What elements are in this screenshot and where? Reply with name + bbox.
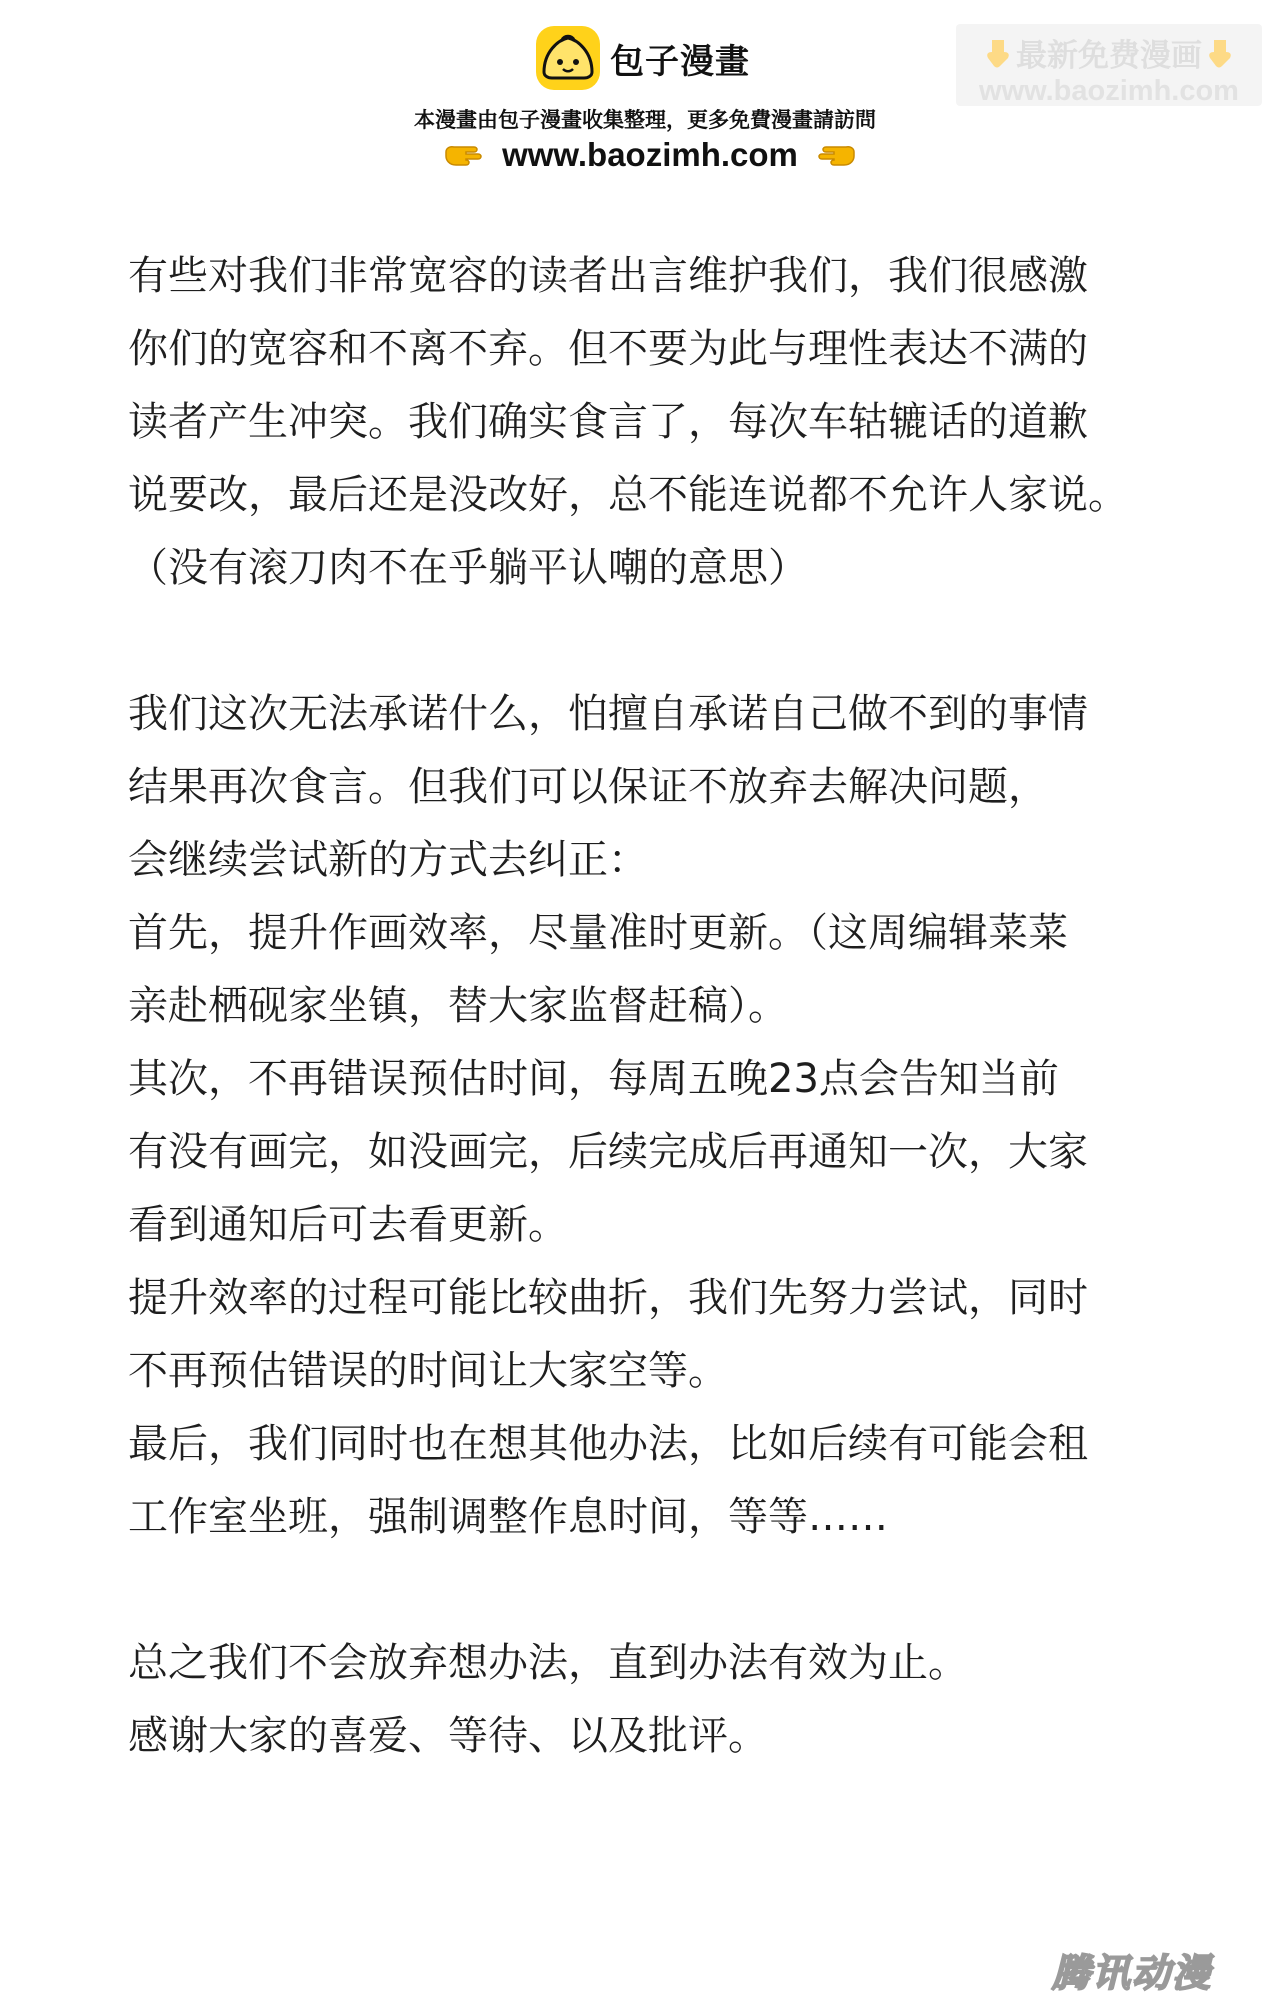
watermark-top: [956, 30, 1262, 75]
tencent-comics-logo: [1052, 1950, 1262, 1996]
text-line: 结果再次食言。但我们可以保证不放弃去解决问题，: [128, 764, 1048, 810]
text-line: 感谢大家的喜爱、等待、以及批评。: [128, 1713, 768, 1759]
site-url-link[interactable]: www.baozimh.com: [502, 136, 798, 173]
text-line: 首先，提升作画效率，尽量准时更新。（这周编辑菜菜: [128, 910, 1068, 956]
logo-text: 包子漫畫: [610, 41, 750, 82]
text-line: 说要改，最后还是没改好，总不能连说都不允许人家说。: [128, 472, 1128, 518]
text-line: 我们这次无法承诺什么，怕擅自承诺自己做不到的事情: [128, 691, 1088, 737]
watermark-line2: www.baozimh.com: [979, 75, 1239, 107]
text-line: （没有滚刀肉不在乎躺平认嘲的意思）: [128, 545, 808, 591]
header-subtitle: 本漫畫由包子漫畫收集整理，更多免費漫畫請訪問: [414, 108, 876, 132]
footer-logo-text: 腾讯动漫: [1052, 1951, 1213, 1995]
text-line: 读者产生冲突。我们确实食言了，每次车轱辘话的道歉: [128, 399, 1088, 445]
text-line: 看到通知后可去看更新。: [128, 1202, 568, 1248]
announcement-body: [128, 240, 1168, 1773]
pointing-down-hand-icon: [984, 38, 1012, 68]
paragraph-gap: [128, 1554, 1168, 1627]
text-line: 有没有画完，如没画完，后续完成后再通知一次，大家: [128, 1129, 1088, 1175]
paragraph-gap: [128, 605, 1168, 678]
text-line: 工作室坐班，强制调整作息时间，等等……: [128, 1494, 888, 1540]
url-row: [0, 136, 1280, 174]
text-line: 其次，不再错误预估时间，每周五晚23点会告知当前: [128, 1056, 1059, 1102]
text-line: 你们的宽容和不离不弃。但不要为此与理性表达不满的: [128, 326, 1088, 372]
pointing-left-hand-icon: [812, 140, 856, 170]
text-line: 提升效率的过程可能比较曲折，我们先努力尝试，同时: [128, 1275, 1088, 1321]
paragraph-1: [128, 240, 1168, 605]
paragraph-3: [128, 1627, 1168, 1773]
text-line: 有些对我们非常宽容的读者出言维护我们，我们很感激: [128, 253, 1088, 299]
baozi-logo[interactable]: [536, 24, 750, 92]
text-line: 亲赴栖砚家坐镇，替大家监督赶稿）。: [128, 983, 788, 1029]
text-line: 最后，我们同时也在想其他办法，比如后续有可能会租: [128, 1421, 1088, 1467]
watermark-line1: 最新免费漫画: [1016, 38, 1202, 74]
watermark-badge[interactable]: [956, 24, 1262, 106]
pointing-right-hand-icon: [444, 140, 488, 170]
text-line: 会继续尝试新的方式去纠正：: [128, 837, 648, 883]
pointing-down-hand-icon: [1206, 38, 1234, 68]
baozi-bun-icon: [536, 26, 600, 90]
site-header: [0, 0, 1280, 190]
text-line: 总之我们不会放弃想办法，直到办法有效为止。: [128, 1640, 968, 1686]
text-line: 不再预估错误的时间让大家空等。: [128, 1348, 728, 1394]
paragraph-2: [128, 678, 1168, 1554]
